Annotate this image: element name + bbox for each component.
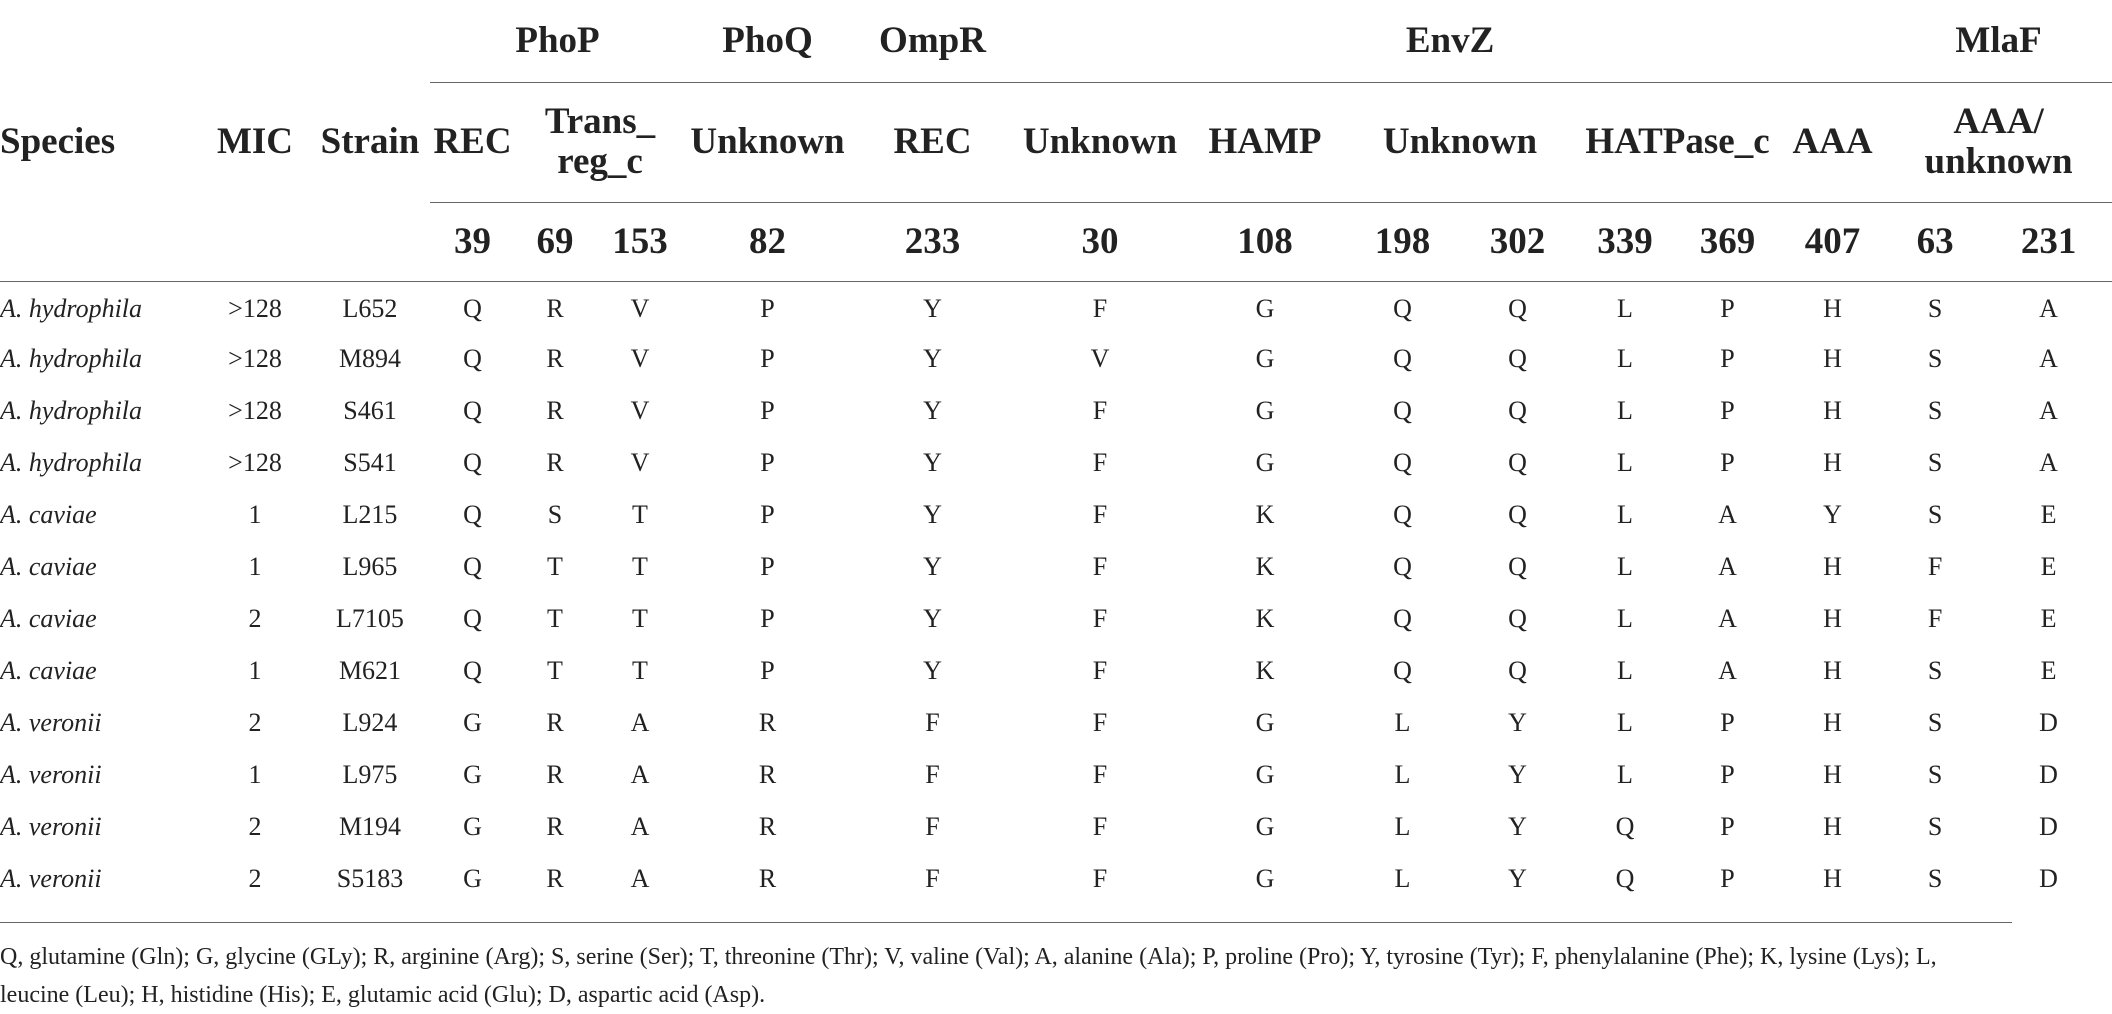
cell-residue: Q	[1393, 604, 1412, 633]
cell-residue: E	[2040, 552, 2057, 581]
cell-residue: V	[630, 344, 650, 373]
cell-residue: Q	[463, 500, 482, 529]
cell-residue: Y	[923, 448, 942, 477]
cell-residue: K	[1255, 552, 1275, 581]
position-header: 39	[430, 202, 515, 281]
cell-residue: L	[1617, 656, 1633, 685]
cell-residue: L	[1617, 760, 1633, 789]
cell-residue: F	[925, 760, 940, 789]
table-row	[0, 541, 2112, 593]
cell-residue: R	[758, 708, 777, 737]
cell-residue: L	[1617, 500, 1633, 529]
cell-residue: F	[1092, 760, 1108, 789]
cell-residue: Y	[1823, 500, 1842, 529]
cell-residue: A	[1718, 552, 1737, 581]
cell-residue: R	[758, 760, 777, 789]
cell-residue: G	[1255, 448, 1275, 477]
cell-residue: P	[760, 448, 775, 477]
table-row	[0, 645, 2112, 697]
cell-residue: Y	[923, 396, 942, 425]
cell-residue: Q	[1508, 448, 1527, 477]
cell-mic: >128	[228, 396, 282, 425]
cell-residue: Q	[1508, 396, 1527, 425]
cell-residue: L	[1394, 812, 1411, 841]
cell-residue: Q	[1393, 656, 1412, 685]
cell-residue: Y	[1508, 812, 1527, 841]
cell-residue: D	[2039, 760, 2058, 789]
table-row	[0, 333, 2112, 385]
cell-residue: R	[546, 396, 564, 425]
cell-strain: L975	[342, 760, 398, 789]
cell-residue: R	[546, 344, 564, 373]
cell-strain: L965	[342, 552, 398, 581]
cell-residue: Y	[923, 344, 942, 373]
cell-residue: R	[546, 294, 564, 324]
cell-residue: Y	[1508, 864, 1527, 893]
cell-residue: R	[758, 864, 777, 893]
cell-residue: F	[925, 864, 940, 893]
cell-strain: S5183	[336, 864, 404, 893]
cell-species: A. veronii	[0, 708, 102, 737]
cell-strain: M621	[338, 656, 402, 685]
cell-residue: L	[1394, 864, 1411, 893]
cell-mic: >128	[228, 344, 282, 373]
cell-residue: Q	[1508, 604, 1527, 633]
cell-residue: S	[1927, 812, 1943, 841]
cell-residue: F	[1927, 604, 1943, 633]
cell-residue: G	[463, 812, 482, 841]
domain-header-envz-hamp: HAMP	[1185, 82, 1345, 202]
cell-residue: H	[1823, 604, 1842, 633]
domain-header-mlaf-aaa: AAA	[1780, 82, 1885, 202]
cell-residue: E	[2040, 604, 2057, 633]
domain-header-phoq-unknown: Unknown	[685, 82, 850, 202]
cell-mic: 2	[248, 812, 262, 841]
cell-residue: H	[1823, 812, 1842, 841]
cell-residue: L	[1617, 604, 1633, 633]
cell-species: A. veronii	[0, 812, 102, 841]
cell-residue: Y	[923, 294, 942, 324]
cell-residue: D	[2039, 812, 2058, 841]
domain-header-phop-rec: REC	[430, 82, 515, 202]
cell-residue: F	[925, 812, 940, 841]
cell-residue: Q	[463, 344, 482, 373]
cell-residue: E	[2040, 500, 2057, 529]
cell-residue: T	[547, 656, 563, 685]
position-header: 339	[1575, 202, 1675, 281]
cell-strain: L215	[342, 500, 398, 529]
group-header-row	[0, 0, 2112, 82]
cell-residue: S	[1927, 344, 1943, 373]
group-header-phop: PhoP	[430, 0, 685, 82]
table-row	[0, 385, 2112, 437]
cell-residue: Q	[1508, 552, 1527, 581]
cell-residue: F	[1927, 552, 1943, 581]
cell-residue: A	[2039, 448, 2058, 477]
cell-residue: L	[1617, 294, 1633, 324]
cell-residue: L	[1617, 344, 1633, 373]
cell-residue: D	[2039, 864, 2058, 893]
table-row	[0, 749, 2112, 801]
cell-mic: 2	[248, 604, 262, 633]
domain-header-line: Trans_	[544, 101, 656, 142]
cell-residue: H	[1823, 344, 1842, 373]
group-header-ompr: OmpR	[850, 0, 1015, 82]
cell-residue: P	[1720, 396, 1735, 425]
domain-header-ompr-rec: REC	[850, 82, 1015, 202]
cell-residue: F	[1092, 604, 1108, 633]
cell-residue: R	[546, 812, 564, 841]
cell-residue: G	[1255, 864, 1275, 893]
cell-residue: P	[1720, 448, 1735, 477]
cell-residue: V	[630, 396, 650, 425]
cell-residue: P	[760, 552, 775, 581]
group-header-phoq: PhoQ	[685, 0, 850, 82]
cell-mic: 1	[248, 656, 262, 685]
cell-residue: K	[1255, 656, 1275, 685]
domain-header-envz-unknown-2: Unknown	[1345, 82, 1575, 202]
cell-residue: P	[1720, 344, 1735, 373]
cell-residue: Q	[1508, 656, 1527, 685]
cell-residue: S	[1927, 864, 1943, 893]
cell-species: A. hydrophila	[0, 448, 143, 477]
table-row	[0, 281, 2112, 333]
cell-species: A. hydrophila	[0, 396, 143, 425]
cell-residue: S	[1927, 294, 1943, 324]
cell-residue: Y	[923, 656, 942, 685]
table-body	[0, 281, 2112, 905]
position-header: 198	[1345, 202, 1460, 281]
position-header: 369	[1675, 202, 1780, 281]
cell-residue: G	[1255, 396, 1275, 425]
domain-header-mlaf-aaa-unknown	[1885, 82, 2112, 202]
cell-species: A. hydrophila	[0, 344, 143, 373]
position-header: 231	[1985, 202, 2112, 281]
cell-residue: A	[2039, 344, 2058, 373]
cell-residue: T	[547, 604, 563, 633]
table-row	[0, 697, 2112, 749]
cell-strain: M894	[338, 344, 402, 373]
cell-residue: A	[1718, 656, 1737, 685]
cell-mic: 1	[248, 500, 262, 529]
cell-residue: R	[546, 864, 564, 893]
cell-mic: >128	[228, 294, 282, 324]
domain-header-envz-hatpase: HATPase_c	[1575, 82, 1780, 202]
cell-residue: H	[1823, 864, 1842, 893]
cell-mic: 1	[248, 760, 262, 789]
table-bottom-rule	[0, 922, 2012, 923]
domain-header-line: AAA/	[1953, 101, 2044, 142]
cell-residue: L	[1394, 760, 1411, 789]
cell-residue: F	[1092, 656, 1108, 685]
cell-residue: F	[1092, 396, 1108, 425]
cell-residue: Q	[463, 396, 482, 425]
cell-residue: F	[1092, 448, 1108, 477]
cell-residue: G	[463, 708, 482, 737]
cell-species: A. caviae	[0, 500, 97, 529]
cell-residue: Q	[1393, 396, 1412, 425]
cell-residue: H	[1823, 294, 1842, 324]
cell-residue: A	[2039, 396, 2058, 425]
cell-species: A. caviae	[0, 552, 97, 581]
cell-residue: Q	[463, 552, 482, 581]
cell-species: A. veronii	[0, 760, 102, 789]
cell-residue: V	[630, 448, 650, 477]
cell-residue: T	[632, 656, 648, 685]
cell-species: A. caviae	[0, 656, 97, 685]
cell-residue: P	[1720, 812, 1735, 841]
cell-residue: F	[1092, 812, 1108, 841]
cell-residue: Y	[1508, 760, 1527, 789]
cell-residue: Y	[923, 552, 942, 581]
cell-residue: R	[546, 760, 564, 789]
cell-residue: R	[546, 708, 564, 737]
cell-residue: F	[1092, 864, 1108, 893]
cell-residue: P	[760, 656, 775, 685]
cell-residue: Q	[1508, 294, 1527, 324]
cell-mic: 2	[248, 708, 262, 737]
cell-strain: L7105	[336, 604, 404, 633]
group-header-mlaf: MlaF	[1885, 0, 2112, 82]
cell-residue: H	[1823, 448, 1842, 477]
cell-residue: H	[1823, 708, 1842, 737]
group-header-envz: EnvZ	[1015, 0, 1885, 82]
cell-residue: K	[1255, 604, 1275, 633]
cell-residue: Y	[923, 604, 942, 633]
cell-residue: Q	[1393, 294, 1412, 324]
cell-residue: P	[1720, 294, 1735, 324]
cell-mic: 2	[248, 864, 262, 893]
cell-strain: L652	[342, 294, 398, 324]
cell-residue: Y	[923, 500, 942, 529]
table-row	[0, 853, 2112, 905]
column-header-species: Species	[0, 121, 116, 162]
cell-residue: V	[630, 294, 650, 324]
cell-residue: P	[760, 294, 775, 324]
cell-residue: Q	[463, 294, 482, 324]
cell-species: A. hydrophila	[0, 294, 143, 324]
cell-residue: Q	[1615, 864, 1635, 893]
position-header: 82	[685, 202, 850, 281]
cell-residue: Y	[1508, 708, 1527, 737]
cell-residue: P	[760, 396, 775, 425]
cell-residue: A	[630, 864, 650, 893]
table-row	[0, 801, 2112, 853]
cell-residue: G	[463, 864, 482, 893]
table-row	[0, 593, 2112, 645]
column-header-strain: Strain	[320, 121, 420, 162]
domain-header-line: reg_c	[557, 141, 643, 182]
cell-residue: P	[760, 604, 775, 633]
cell-residue: A	[1718, 604, 1737, 633]
cell-residue: A	[2039, 294, 2058, 324]
cell-strain: L924	[342, 708, 398, 737]
cell-residue: G	[463, 760, 482, 789]
cell-residue: Q	[1393, 448, 1412, 477]
position-header: 69	[515, 202, 595, 281]
cell-residue: H	[1823, 396, 1842, 425]
cell-residue: Q	[1393, 344, 1412, 373]
cell-strain: M194	[338, 812, 402, 841]
cell-residue: Q	[1508, 500, 1527, 529]
cell-residue: L	[1394, 708, 1411, 737]
position-header: 302	[1460, 202, 1575, 281]
cell-residue: T	[632, 552, 648, 581]
domain-header-line: unknown	[1924, 141, 2073, 182]
cell-strain: S461	[343, 396, 397, 425]
cell-residue: T	[632, 500, 648, 529]
cell-residue: G	[1255, 812, 1275, 841]
cell-residue: H	[1823, 656, 1842, 685]
cell-residue: P	[1720, 708, 1735, 737]
cell-residue: F	[1092, 708, 1108, 737]
cell-residue: P	[760, 500, 775, 529]
cell-residue: R	[546, 448, 564, 477]
table-row	[0, 489, 2112, 541]
cell-residue: Q	[1393, 500, 1412, 529]
cell-strain: S541	[343, 448, 397, 477]
cell-residue: F	[925, 708, 940, 737]
cell-residue: Q	[1508, 344, 1527, 373]
cell-residue: A	[630, 812, 650, 841]
cell-residue: G	[1255, 344, 1275, 373]
table-row	[0, 437, 2112, 489]
position-header: 153	[595, 202, 685, 281]
domain-header-envz-unknown: Unknown	[1015, 82, 1185, 202]
cell-residue: G	[1255, 708, 1275, 737]
cell-residue: S	[1927, 656, 1943, 685]
table-footnote: Q, glutamine (Gln); G, glycine (GLy); R, arginine (Arg); S, serine (Ser); T, threonine (Thr); V, valine (Val); A, alanine (Ala); P, proline (Pro); Y, tyrosine (Tyr); F, phenylalanine (Phe); K, lysine (Lys); L, leucine (Leu); H, histidine (His); E, glutamic acid (Glu); D, aspartic acid (Asp).	[0, 944, 1937, 1008]
cell-residue: F	[1092, 552, 1108, 581]
cell-residue: L	[1617, 448, 1633, 477]
cell-mic: 1	[248, 552, 262, 581]
cell-residue: Q	[1615, 812, 1635, 841]
cell-residue: S	[547, 500, 563, 529]
cell-residue: Q	[463, 604, 482, 633]
cell-residue: S	[1927, 760, 1943, 789]
cell-residue: K	[1255, 500, 1275, 529]
position-header-row	[0, 202, 2112, 281]
position-header: 407	[1780, 202, 1885, 281]
cell-residue: S	[1927, 396, 1943, 425]
cell-residue: P	[1720, 864, 1735, 893]
cell-species: A. veronii	[0, 864, 102, 893]
cell-species: A. caviae	[0, 604, 97, 633]
cell-residue: A	[1718, 500, 1737, 529]
cell-residue: V	[1090, 344, 1110, 373]
cell-residue: Q	[1393, 552, 1412, 581]
cell-residue: G	[1255, 760, 1275, 789]
cell-residue: H	[1823, 760, 1842, 789]
cell-residue: P	[1720, 760, 1735, 789]
cell-residue: S	[1927, 448, 1943, 477]
cell-residue: E	[2040, 656, 2057, 685]
cell-residue: R	[758, 812, 777, 841]
position-header: 63	[1885, 202, 1985, 281]
cell-residue: S	[1927, 500, 1943, 529]
cell-residue: Q	[463, 656, 482, 685]
domain-header-phop-trans-reg	[515, 82, 685, 202]
cell-residue: L	[1617, 552, 1633, 581]
domain-header-row	[0, 82, 2112, 202]
column-header-mic: MIC	[216, 121, 294, 162]
cell-residue: S	[1927, 708, 1943, 737]
cell-residue: L	[1617, 396, 1633, 425]
cell-residue: D	[2039, 708, 2058, 737]
position-header: 233	[850, 202, 1015, 281]
cell-residue: F	[1092, 294, 1108, 324]
cell-residue: F	[1092, 500, 1108, 529]
cell-residue: T	[547, 552, 563, 581]
cell-residue: T	[632, 604, 648, 633]
cell-mic: >128	[228, 448, 282, 477]
cell-residue: P	[760, 344, 775, 373]
position-header: 30	[1015, 202, 1185, 281]
cell-residue: H	[1823, 552, 1842, 581]
cell-residue: A	[630, 760, 650, 789]
cell-residue: G	[1255, 294, 1275, 324]
cell-residue: Q	[463, 448, 482, 477]
position-header: 108	[1185, 202, 1345, 281]
cell-residue: L	[1617, 708, 1633, 737]
cell-residue: A	[630, 708, 650, 737]
